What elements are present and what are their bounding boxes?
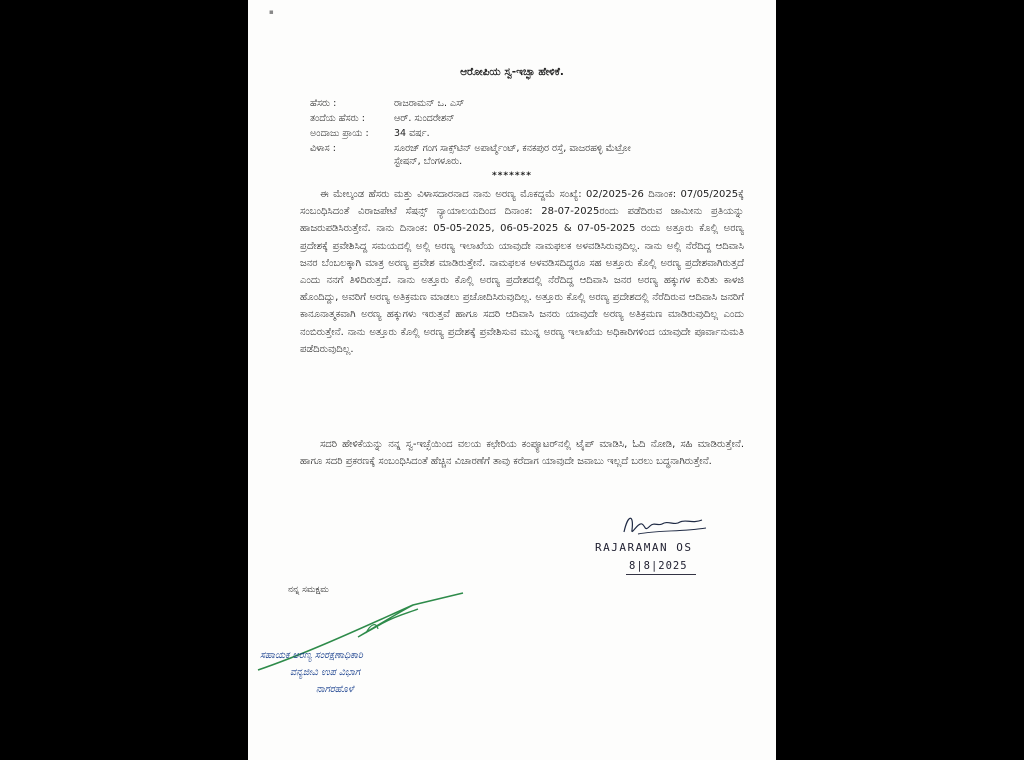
detail-value: ಸ್ಟೇಷನ್, ಬೆಂಗಳೂರು. <box>394 156 463 167</box>
statement-paragraph: ಸದರಿ ಹೇಳಿಕೆಯನ್ನು ನನ್ನ ಸ್ವ-ಇಚ್ಛೆಯಿಂದ ವಲಯ ಕಛೇರಿಯ ಕಂಪ್ಯೂಟರ್‌ನಲ್ಲಿ ಟೈಪ್ ಮಾಡಿಸಿ, ಓದಿ ನೋಡಿ, ಸಹಿ ಮಾಡಿರುತ್ತೇನೆ. ಹಾಗೂ ಸದರಿ ಪ್ರಕರಣಕ್ಕೆ ಸಂಬಂಧಿಸಿದಂತೆ ಹೆಚ್ಚಿನ ವಿಚಾರಣೆಗೆ ತಾವು ಕರೆದಾಗ ಯಾವುದೇ ಜವಾಬು ಇಲ್ಲದೆ ಬರಲು ಬದ್ಧನಾಗಿರುತ್ತೇನೆ. <box>300 439 744 468</box>
detail-label: ತಂದೆಯ ಹೆಸರು : <box>310 113 365 124</box>
detail-value: ರಾಜರಾಮನ್ ಒ. ಎಸ್ <box>394 98 465 109</box>
stamp-line-division: ವನ್ಯಜೀವಿ ಉಪ ವಿಭಾಗ <box>290 667 360 678</box>
document-title: ಆರೋಪಿಯ ಸ್ವ-ಇಚ್ಛಾ ಹೇಳಿಕೆ. <box>460 66 564 78</box>
detail-value: ಸೂರಜ್ ಗಂಗ ಸಾಕ್ಸ್‌ಟಿನ್ ಅಪಾರ್ಟ್ಮೆಂಟ್, ಕನಕಪುರ ರಸ್ತೆ, ವಾಜರಹಳ್ಳಿ ಮೆಟ್ರೋ <box>394 143 631 154</box>
detail-label: ವಿಳಾಸ : <box>310 143 336 154</box>
detail-label: ಹೆಸರು : <box>310 98 337 109</box>
document-page <box>248 0 776 760</box>
stamp-line-place: ನಾಗರಹೊಳೆ <box>316 684 354 695</box>
scan-mark: ▪ <box>269 8 274 16</box>
signature-date: 8|8|2025 <box>629 560 688 572</box>
in-presence-label: ನನ್ನ ಸಮಕ್ಷಮ <box>288 585 329 595</box>
officer-signature <box>248 585 478 675</box>
signature-name: RAJARAMAN OS <box>595 541 693 554</box>
section-separator: ******* <box>492 171 532 181</box>
signature-scrawl <box>620 510 710 540</box>
stamp-line-designation: ಸಹಾಯಕ ಅರಣ್ಯ ಸಂರಕ್ಷಣಾಧಿಕಾರಿ <box>260 650 363 661</box>
detail-value: ಆರ್. ಸುಂದರೇಶನ್ <box>394 113 455 124</box>
detail-value: 34 ವರ್ಷ. <box>394 128 430 139</box>
statement-paragraph: ಈ ಮೇಲ್ಕಂಡ ಹೆಸರು ಮತ್ತು ವಿಳಾಸದಾರನಾದ ನಾನು ಅರಣ್ಯ ಮೊಕದ್ದಮೆ ಸಂಖ್ಯೆ: 02/2025-26 ದಿನಾಂಕ: 07/05/2025ಕ್ಕೆ ಸಂಬಂಧಿಸಿದಂತೆ ವಿರಾಜಪೇಟೆ ಸೆಷನ್ಸ್ ನ್ಯಾಯಾಲಯದಿಂದ ದಿನಾಂಕ: 28-07-2025ರಂದು ಪಡೆದಿರುವ ಜಾಮೀನು ಪ್ರತಿಯನ್ನು ಹಾಜರುಪಡಿಸಿರುತ್ತೇನೆ. ನಾನು ದಿನಾಂಕ: 05-05-2025, 06-05-2025 & 07-05-2025 ರಂದು ಅತ್ತೂರು ಕೊಲ್ಲಿ ಅರಣ್ಯ ಪ್ರದೇಶಕ್ಕೆ ಪ್ರವೇಶಿಸಿದ್ದ ಸಮಯದಲ್ಲಿ ಅಲ್ಲಿ ಅರಣ್ಯ ಇಲಾಖೆಯ ಯಾವುದೇ ನಾಮಫಲಕ ಅಳವಡಿಸಿರುವುದಿಲ್ಲ. ನಾನು ಅಲ್ಲಿ ನೆರೆದಿದ್ದ ಆದಿವಾಸಿ ಜನರ ಬೆಂಬಲಕ್ಕಾಗಿ ಮಾತ್ರ ಅರಣ್ಯ ಪ್ರವೇಶ ಮಾಡಿರುತ್ತೇನೆ. ನಾಮಫಲಕ ಅಳವಡಿಸದಿದ್ದರೂ ಸಹ ಅತ್ತೂರು ಕೊಲ್ಲಿ ಅರಣ್ಯ ಪ್ರದೇಶವಾಗಿರುತ್ತದೆ ಎಂದು ನನಗೆ ತಿಳಿದಿರುತ್ತದೆ. ನಾನು ಅತ್ತೂರು ಕೊಲ್ಲಿ ಅರಣ್ಯ ಪ್ರದೇಶದಲ್ಲಿ ನೆರೆದಿದ್ದ ಆದಿವಾಸಿ ಜನರ ಅರಣ್ಯ ಹಕ್ಕುಗಳ ಕುರಿತು ಕಾಳಜಿ ಹೊಂದಿದ್ದು, ಅವರಿಗೆ ಅರಣ್ಯ ಅತಿಕ್ರಮಣ ಮಾಡಲು ಪ್ರಚೋದಿಸಿರುವುದಿಲ್ಲ. ಅತ್ತೂರು ಕೊಲ್ಲಿ ಅರಣ್ಯ ಪ್ರದೇಶದಲ್ಲಿ ನೆರೆದಿರುವ ಆದಿವಾಸಿ ಜನರಿಗೆ ಕಾನೂನಾತ್ಮಕವಾಗಿ ಅರಣ್ಯ ಹಕ್ಕುಗಳು ಇರುತ್ತವೆ ಹಾಗೂ ಸದರಿ ಆದಿವಾಸಿ ಜನರು ಯಾವುದೇ ಅರಣ್ಯ ಅತಿಕ್ರಮಣ ಮಾಡಿರುವುದಿಲ್ಲ ಎಂದು ನಂಬಿರುತ್ತೇನೆ. ನಾನು ಅತ್ತೂರು ಕೊಲ್ಲಿ ಅರಣ್ಯ ಪ್ರದೇಶಕ್ಕೆ ಪ್ರವೇಶಿಸುವ ಮುನ್ನ ಅರಣ್ಯ ಇಲಾಖೆಯ ಅಧಿಕಾರಿಗಳಿಂದ ಯಾವುದೇ ಪೂರ್ವಾನುಮತಿ ಪಡೆದಿರುವುದಿಲ್ಲ. <box>300 189 744 355</box>
detail-label: ಅಂದಾಜು ಪ್ರಾಯ : <box>310 128 369 139</box>
signature-underline <box>626 574 696 575</box>
